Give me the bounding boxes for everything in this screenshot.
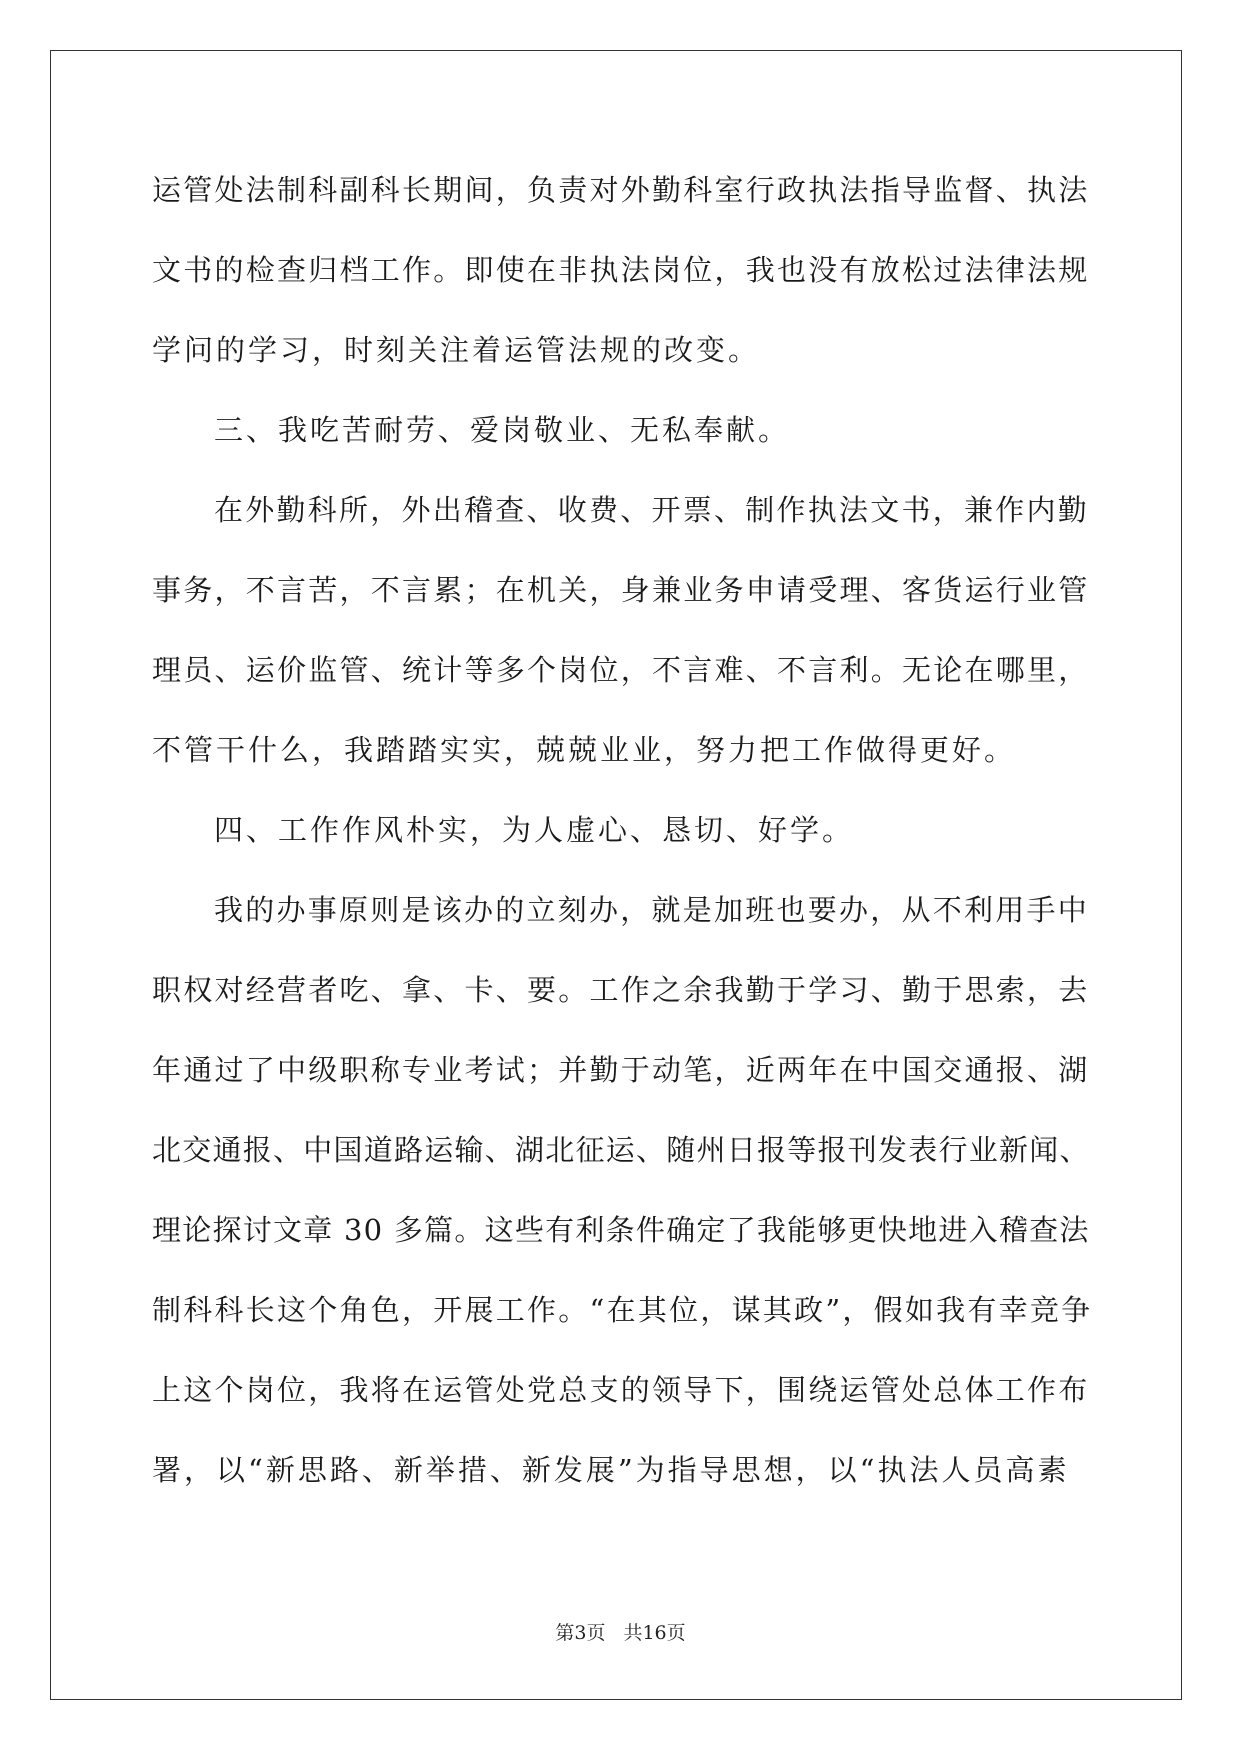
text-line: 年通过了中级职称专业考试；并勤于动笔，近两年在中国交通报、湖 [152, 1053, 1090, 1087]
text-line: 文书的检查归档工作。即使在非执法岗位，我也没有放松过法律法规 [152, 253, 1090, 287]
text-line: 学问的学习，时刻关注着运管法规的改变。 [152, 333, 761, 367]
text-line: 事务，不言苦，不言累；在机关，身兼业务申请受理、客货运行业管 [152, 573, 1090, 607]
section-heading: 四、工作作风朴实，为人虚心、恳切、好学。 [214, 813, 855, 847]
text-line: 运管处法制科副科长期间，负责对外勤科室行政执法指导监督、执法 [152, 173, 1090, 207]
text-line: 北交通报、中国道路运输、湖北征运、随州日报等报刊发表行业新闻、 [152, 1133, 1090, 1167]
page-number: 第3页 [555, 1622, 606, 1644]
page-total: 共16页 [623, 1622, 686, 1644]
text-line: 制科科长这个角色，开展工作。“在其位，谋其政”，假如我有幸竞争 [152, 1293, 1093, 1327]
text-line: 不管干什么，我踏踏实实，兢兢业业，努力把工作做得更好。 [152, 733, 1017, 767]
text-line: 职权对经营者吃、拿、卡、要。工作之余我勤于学习、勤于思索，去 [152, 973, 1090, 1007]
text-line: 署，以“新思路、新举措、新发展”为指导思想，以“执法人员高素 [152, 1453, 1070, 1487]
section-heading: 三、我吃苦耐劳、爱岗敬业、无私奉献。 [214, 413, 791, 447]
text-line: 在外勤科所，外出稽查、收费、开票、制作执法文书，兼作内勤 [214, 493, 1090, 527]
page-footer [0, 1621, 1241, 1645]
text-line: 理论探讨文章 30 多篇。这些有利条件确定了我能够更快地进入稽查法 [152, 1213, 1090, 1247]
text-line: 理员、运价监管、统计等多个岗位，不言难、不言利。无论在哪里， [152, 653, 1090, 687]
text-line: 我的办事原则是该办的立刻办，就是加班也要办，从不利用手中 [214, 893, 1090, 927]
text-line: 上这个岗位，我将在运管处党总支的领导下，围绕运管处总体工作布 [152, 1373, 1090, 1407]
